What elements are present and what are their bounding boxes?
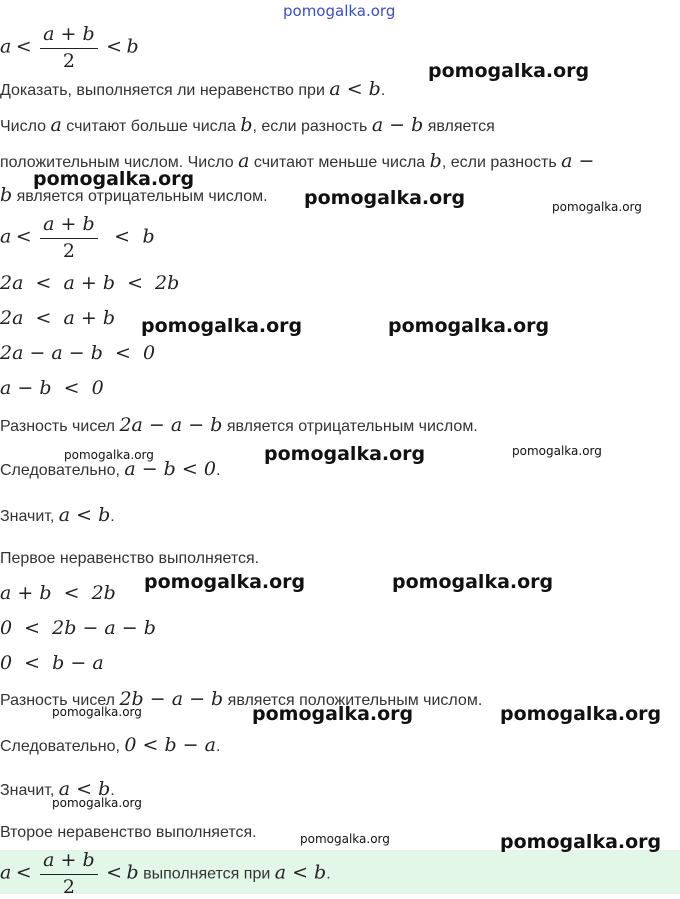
- math-step-2: 2a < a + b: [0, 307, 115, 329]
- fraction: $\frac{a + b}{2}$: [40, 214, 98, 263]
- math-step-5: a + b < 2b: [0, 582, 116, 604]
- watermark: pomogalka.org: [252, 703, 414, 725]
- first-holds: Первое неравенство выполняется.: [0, 550, 260, 567]
- second-holds: Второе неравенство выполняется.: [0, 824, 257, 841]
- conclusion-2: Следовательно, 0 < b − a.: [0, 734, 221, 756]
- watermark: pomogalka.org: [392, 571, 554, 593]
- final-answer: a < $\frac{a + b}{2}$ < b выполняется при a < b.: [0, 849, 331, 898]
- watermark: pomogalka.org: [500, 831, 662, 853]
- watermark: pomogalka.org: [500, 703, 662, 725]
- inequality-restated: a < $\frac{a + b}{2}$ < b: [0, 213, 155, 262]
- watermark: pomogalka.org: [52, 705, 142, 719]
- definition-line-3: b является отрицательным числом.: [0, 184, 268, 206]
- watermark: pomogalka.org: [141, 315, 303, 337]
- watermark: pomogalka.org: [300, 832, 390, 846]
- watermark: pomogalka.org: [33, 168, 195, 190]
- watermark: pomogalka.org: [52, 796, 142, 810]
- definition-line-2: положительным числом. Число a считают меньше числа b, если разность a −: [0, 150, 595, 172]
- difference-positive: Разность чисел 2b − a − b является положительным числом.: [0, 688, 483, 710]
- conclusion-1: Следовательно, a − b < 0.: [0, 458, 221, 480]
- watermark-top-link[interactable]: pomogalka.org: [283, 2, 396, 20]
- math-step-7: 0 < b − a: [0, 652, 104, 674]
- definition-line-1: Число a считают больше числа b, если разность a − b является: [0, 114, 495, 136]
- means-1: Значит, a < b.: [0, 504, 115, 526]
- watermark: pomogalka.org: [264, 443, 426, 465]
- watermark: pomogalka.org: [388, 315, 550, 337]
- fraction: $\frac{a + b}{2}$: [40, 850, 98, 899]
- fraction: $\frac{a + b}{2}$: [40, 24, 98, 73]
- means-2: Значит, a < b.: [0, 778, 115, 800]
- watermark: pomogalka.org: [428, 60, 590, 82]
- statement-inequality: a < $\frac{a + b}{2}$ < b: [0, 23, 139, 72]
- watermark: pomogalka.org: [144, 571, 306, 593]
- watermark: pomogalka.org: [512, 444, 602, 458]
- watermark: pomogalka.org: [64, 448, 154, 462]
- watermark: pomogalka.org: [304, 187, 466, 209]
- math-step-4: a − b < 0: [0, 377, 104, 399]
- math-step-6: 0 < 2b − a − b: [0, 617, 156, 639]
- task-text: Доказать, выполняется ли неравенство при a < b.: [0, 78, 386, 100]
- math-step-1: 2a < a + b < 2b: [0, 272, 180, 294]
- difference-negative: Разность чисел 2a − a − b является отрицательным числом.: [0, 414, 478, 436]
- math-step-3: 2a − a − b < 0: [0, 342, 156, 364]
- watermark: pomogalka.org: [552, 200, 642, 214]
